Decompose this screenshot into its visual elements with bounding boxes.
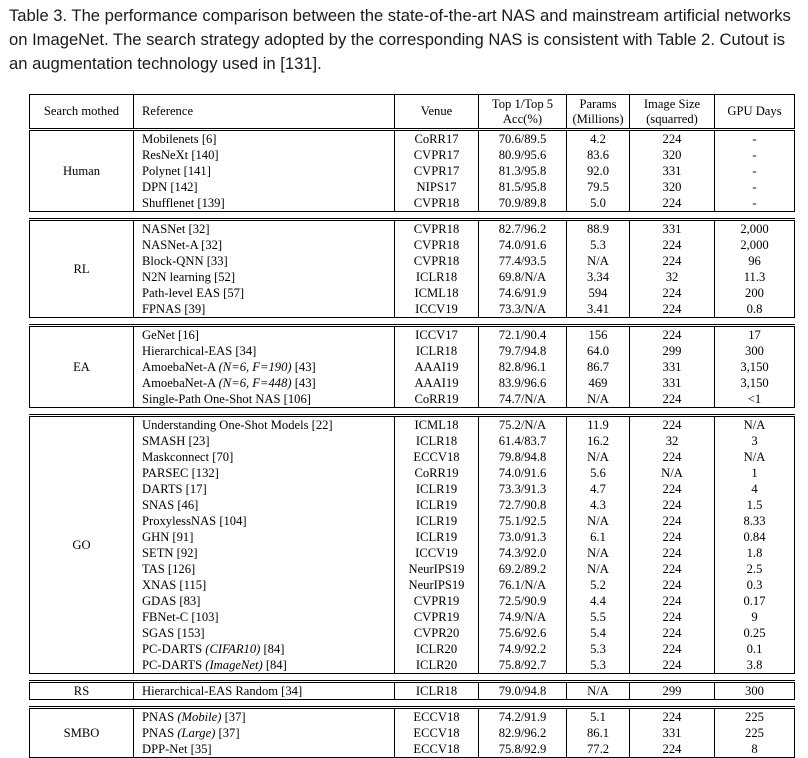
image-size-cell: 224	[662, 302, 682, 316]
venue-cell: ECCV18	[413, 742, 460, 756]
group-block-human	[29, 131, 795, 211]
gpu-days-cell: 3.8	[746, 658, 763, 672]
reference-cell: ResNeXt [140]	[142, 148, 219, 162]
venue-cell: CVPR18	[413, 254, 460, 268]
gpu-days-cell: 2,000	[740, 238, 769, 252]
venue-cell: CVPR18	[413, 196, 460, 210]
search-method-label: RL	[30, 221, 134, 317]
accuracy-cell: 72.1/90.4	[498, 328, 547, 342]
image-size-cell: 224	[662, 514, 682, 528]
gpu-days-cell: 0.17	[743, 594, 766, 608]
reference-cell: Maskconnect [70]	[142, 450, 234, 464]
params-cell: N/A	[587, 254, 609, 268]
venue-cell: ICLR20	[415, 658, 458, 672]
reference-cell: Mobilenets [6]	[142, 132, 217, 146]
venue-cell: NeurIPS19	[408, 578, 465, 592]
gpu-days-cell: -	[752, 132, 757, 146]
reference-cell: XNAS [115]	[142, 578, 207, 592]
venue-cell: ICLR19	[415, 514, 458, 528]
image-size-cell: 224	[662, 562, 682, 576]
reference-cell: SGAS [153]	[142, 626, 205, 640]
params-cell: 4.3	[590, 498, 606, 512]
venue-cell: ECCV18	[413, 450, 460, 464]
venue-cell: ICLR18	[415, 270, 458, 284]
reference-cell: NASNet [32]	[142, 222, 210, 236]
accuracy-cell: 70.6/89.5	[498, 132, 547, 146]
params-cell: 88.9	[586, 222, 610, 236]
reference-cell: GeNet [16]	[142, 328, 199, 342]
params-cell: 83.6	[586, 148, 610, 162]
accuracy-cell: 81.5/95.8	[498, 180, 547, 194]
image-size-cell: 224	[662, 196, 682, 210]
reference-cell: PNAS (Large) [37]	[142, 726, 240, 740]
accuracy-cell: 72.5/90.9	[498, 594, 547, 608]
params-cell: N/A	[587, 392, 609, 406]
params-cell: 5.3	[590, 642, 606, 656]
params-cell: 5.3	[590, 238, 606, 252]
group-block-ea	[29, 327, 795, 407]
gpu-days-cell: 2.5	[746, 562, 763, 576]
venue-cell: ICLR19	[415, 530, 458, 544]
search-method-label: EA	[30, 327, 134, 407]
reference-cell: SMASH [23]	[142, 434, 210, 448]
params-cell: 5.0	[590, 196, 606, 210]
reference-cell: N2N learning [52]	[142, 270, 236, 284]
accuracy-cell: 69.8/N/A	[498, 270, 547, 284]
params-cell: 64.0	[586, 344, 610, 358]
venue-cell: ICLR20	[415, 642, 458, 656]
accuracy-cell: 73.3/91.3	[498, 482, 547, 496]
venue-cell: ICLR19	[415, 482, 458, 496]
gpu-days-cell: -	[752, 196, 757, 210]
image-size-cell: 320	[662, 180, 682, 194]
venue-cell: ICLR18	[415, 684, 458, 698]
params-cell: 5.3	[590, 658, 606, 672]
reference-cell: ProxylessNAS [104]	[142, 514, 247, 528]
params-cell: 5.1	[590, 710, 606, 724]
venue-cell: CVPR18	[413, 222, 460, 236]
image-size-cell: 224	[662, 286, 682, 300]
reference-cell: TAS [126]	[142, 562, 196, 576]
accuracy-cell: 74.0/91.6	[498, 238, 547, 252]
header-image-size: Image Size (squarred)	[630, 95, 715, 128]
gpu-days-cell: 0.25	[743, 626, 766, 640]
venue-cell: CVPR20	[413, 626, 460, 640]
gpu-days-cell: 0.84	[743, 530, 766, 544]
venue-cell: ICCV17	[415, 328, 458, 342]
accuracy-cell: 75.6/92.6	[498, 626, 547, 640]
params-cell: 3.34	[586, 270, 610, 284]
venue-cell: NIPS17	[416, 180, 457, 194]
venue-cell: NeurIPS19	[408, 562, 465, 576]
accuracy-cell: 69.2/89.2	[498, 562, 547, 576]
reference-cell: GDAS [83]	[142, 594, 201, 608]
params-cell: 594	[588, 286, 608, 300]
reference-cell: DARTS [17]	[142, 482, 207, 496]
accuracy-cell: 70.9/89.8	[498, 196, 547, 210]
group-block-go	[29, 417, 795, 673]
image-size-cell: 224	[662, 392, 682, 406]
accuracy-cell: 79.7/94.8	[498, 344, 547, 358]
venue-cell: CoRR19	[414, 392, 459, 406]
reference-cell: DPN [142]	[142, 180, 198, 194]
image-size-cell: 224	[662, 626, 682, 640]
params-cell: N/A	[587, 450, 609, 464]
venue-cell: ICML18	[414, 418, 459, 432]
venue-cell: AAAI19	[414, 376, 459, 390]
gpu-days-cell: 1	[751, 466, 758, 480]
image-size-cell: 331	[662, 360, 682, 374]
group-block-rs	[29, 683, 795, 699]
reference-cell: Polynet [141]	[142, 164, 211, 178]
gpu-days-cell: -	[752, 148, 757, 162]
image-size-cell: 224	[662, 418, 682, 432]
reference-cell: Path-level EAS [57]	[142, 286, 245, 300]
accuracy-cell: 83.9/96.6	[498, 376, 547, 390]
gpu-days-cell: 3,150	[740, 376, 769, 390]
params-cell: N/A	[587, 684, 609, 698]
accuracy-cell: 81.3/95.8	[498, 164, 547, 178]
image-size-cell: 224	[662, 578, 682, 592]
image-size-cell: 224	[662, 742, 682, 756]
params-cell: 5.5	[590, 610, 606, 624]
image-size-cell: 331	[662, 376, 682, 390]
accuracy-cell: 74.3/92.0	[498, 546, 547, 560]
image-size-cell: 224	[662, 132, 682, 146]
accuracy-cell: 79.0/94.8	[498, 684, 547, 698]
accuracy-cell: 79.8/94.8	[498, 450, 547, 464]
reference-cell: GHN [91]	[142, 530, 194, 544]
search-method-label: GO	[30, 417, 134, 673]
params-cell: 156	[588, 328, 608, 342]
reference-cell: PARSEC [132]	[142, 466, 219, 480]
gpu-days-cell: -	[752, 180, 757, 194]
accuracy-cell: 74.2/91.9	[498, 710, 547, 724]
image-size-cell: 331	[662, 222, 682, 236]
accuracy-cell: 74.7/N/A	[498, 392, 547, 406]
gpu-days-cell: 1.8	[746, 546, 763, 560]
comparison-table	[29, 94, 795, 758]
reference-cell: DPP-Net [35]	[142, 742, 212, 756]
image-size-cell: 224	[662, 328, 682, 342]
search-method-label: RS	[30, 683, 134, 699]
params-cell: 4.4	[590, 594, 606, 608]
image-size-cell: 331	[662, 726, 682, 740]
gpu-days-cell: 225	[745, 726, 764, 740]
venue-cell: ECCV18	[413, 710, 460, 724]
venue-cell: CVPR18	[413, 238, 460, 252]
reference-cell: Understanding One-Shot Models [22]	[142, 418, 333, 432]
venue-cell: ICLR19	[415, 498, 458, 512]
venue-cell: CoRR17	[414, 132, 459, 146]
image-size-cell: 32	[665, 270, 679, 284]
header-accuracy: Top 1/Top 5 Acc(%)	[479, 95, 567, 128]
image-size-cell: 299	[662, 344, 682, 358]
accuracy-cell: 75.8/92.7	[498, 658, 547, 672]
gpu-days-cell: 300	[745, 344, 764, 358]
accuracy-cell: 74.0/91.6	[498, 466, 547, 480]
reference-cell: Shufflenet [139]	[142, 196, 225, 210]
gpu-days-cell: 17	[748, 328, 761, 342]
venue-cell: CVPR19	[413, 610, 460, 624]
venue-cell: ICCV19	[415, 302, 458, 316]
gpu-days-cell: 96	[748, 254, 761, 268]
reference-cell: Hierarchical-EAS Random [34]	[142, 684, 303, 698]
params-cell: 3.41	[586, 302, 610, 316]
image-size-cell: 224	[662, 642, 682, 656]
gpu-days-cell: 1.5	[746, 498, 763, 512]
image-size-cell: 224	[662, 498, 682, 512]
gpu-days-cell: 8.33	[743, 514, 766, 528]
accuracy-cell: 77.4/93.5	[498, 254, 547, 268]
params-cell: N/A	[587, 546, 609, 560]
params-cell: 4.7	[590, 482, 606, 496]
accuracy-cell: 82.9/96.2	[498, 726, 547, 740]
venue-cell: ICCV19	[415, 546, 458, 560]
table-header	[29, 95, 795, 128]
header-params: Params (Millions)	[567, 95, 630, 128]
reference-cell: AmoebaNet-A (N=6, F=448) [43]	[142, 376, 316, 390]
params-cell: 5.2	[590, 578, 606, 592]
reference-cell: AmoebaNet-A (N=6, F=190) [43]	[142, 360, 316, 374]
reference-cell: FPNAS [39]	[142, 302, 206, 316]
params-cell: N/A	[587, 562, 609, 576]
reference-cell: PC-DARTS (ImageNet) [84]	[142, 658, 287, 672]
params-cell: 11.9	[587, 418, 609, 432]
venue-cell: CVPR17	[413, 148, 460, 162]
reference-cell: Block-QNN [33]	[142, 254, 228, 268]
params-cell: 79.5	[586, 180, 610, 194]
accuracy-cell: 72.7/90.8	[498, 498, 547, 512]
reference-cell: NASNet-A [32]	[142, 238, 223, 252]
accuracy-cell: 75.1/92.5	[498, 514, 547, 528]
gpu-days-cell: <1	[747, 392, 762, 406]
image-size-cell: 224	[662, 238, 682, 252]
params-cell: 86.1	[586, 726, 610, 740]
venue-cell: ICLR18	[415, 434, 458, 448]
params-cell: 469	[588, 376, 608, 390]
image-size-cell: 32	[665, 434, 679, 448]
image-size-cell: 224	[662, 610, 682, 624]
params-cell: 4.2	[590, 132, 606, 146]
params-cell: 86.7	[586, 360, 610, 374]
header-gpu-days: GPU Days	[727, 104, 782, 118]
accuracy-cell: 82.8/96.1	[498, 360, 547, 374]
params-cell: N/A	[587, 514, 609, 528]
venue-cell: CVPR17	[413, 164, 460, 178]
image-size-cell: 299	[662, 684, 682, 698]
gpu-days-cell: 3,150	[740, 360, 769, 374]
reference-cell: SNAS [46]	[142, 498, 199, 512]
params-cell: 92.0	[586, 164, 610, 178]
reference-cell: Hierarchical-EAS [34]	[142, 344, 257, 358]
accuracy-cell: 74.9/N/A	[498, 610, 547, 624]
image-size-cell: 224	[662, 658, 682, 672]
gpu-days-cell: 0.3	[746, 578, 763, 592]
image-size-cell: 224	[662, 254, 682, 268]
accuracy-cell: 75.2/N/A	[498, 418, 547, 432]
accuracy-cell: 73.0/91.3	[498, 530, 547, 544]
params-cell: 5.4	[590, 626, 606, 640]
accuracy-cell: 82.7/96.2	[498, 222, 547, 236]
header-reference: Reference	[134, 95, 395, 128]
gpu-days-cell: 300	[745, 684, 764, 698]
gpu-days-cell: 0.1	[746, 642, 763, 656]
image-size-cell: 320	[662, 148, 682, 162]
gpu-days-cell: 11.3	[743, 270, 766, 284]
params-cell: 77.2	[586, 742, 610, 756]
gpu-days-cell: 3	[751, 434, 758, 448]
accuracy-cell: 75.8/92.9	[498, 742, 547, 756]
accuracy-cell: 76.1/N/A	[498, 578, 547, 592]
venue-cell: ICLR18	[415, 344, 458, 358]
image-size-cell: 224	[662, 482, 682, 496]
reference-cell: FBNet-C [103]	[142, 610, 219, 624]
search-method-label: SMBO	[30, 709, 134, 757]
gpu-days-cell: 0.8	[746, 302, 763, 316]
gpu-days-cell: 225	[745, 710, 764, 724]
gpu-days-cell: 2,000	[740, 222, 769, 236]
accuracy-cell: 74.9/92.2	[498, 642, 547, 656]
gpu-days-cell: 8	[751, 742, 758, 756]
gpu-days-cell: -	[752, 164, 757, 178]
accuracy-cell: 74.6/91.9	[498, 286, 547, 300]
accuracy-cell: 73.3/N/A	[498, 302, 547, 316]
reference-cell: Single-Path One-Shot NAS [106]	[142, 392, 311, 406]
venue-cell: CoRR19	[414, 466, 459, 480]
search-method-label: Human	[30, 131, 134, 211]
image-size-cell: N/A	[661, 466, 683, 480]
gpu-days-cell: 200	[745, 286, 764, 300]
accuracy-cell: 61.4/83.7	[498, 434, 547, 448]
image-size-cell: 224	[662, 710, 682, 724]
gpu-days-cell: N/A	[743, 450, 766, 464]
params-cell: 6.1	[590, 530, 606, 544]
params-cell: 16.2	[586, 434, 610, 448]
header-venue: Venue	[395, 95, 479, 128]
image-size-cell: 224	[662, 450, 682, 464]
image-size-cell: 224	[662, 594, 682, 608]
params-cell: 5.6	[590, 466, 606, 480]
table-caption: Table 3. The performance comparison between the state-of-the-art NAS and mainstream artificial networks on ImageNet. The search strategy adopted by the corresponding NAS is consistent with Table 2. Cutout is an augmentation technology used in [131].	[9, 6, 791, 73]
image-size-cell: 224	[662, 546, 682, 560]
venue-cell: CVPR19	[413, 594, 460, 608]
venue-cell: ECCV18	[413, 726, 460, 740]
gpu-days-cell: 4	[751, 482, 758, 496]
reference-cell: PC-DARTS (CIFAR10) [84]	[142, 642, 285, 656]
reference-cell: SETN [92]	[142, 546, 198, 560]
accuracy-cell: 80.9/95.6	[498, 148, 547, 162]
reference-cell: PNAS (Mobile) [37]	[142, 710, 246, 724]
venue-cell: AAAI19	[414, 360, 459, 374]
image-size-cell: 224	[662, 530, 682, 544]
header-method: Search mothed	[30, 95, 134, 128]
image-size-cell: 331	[662, 164, 682, 178]
venue-cell: ICML18	[414, 286, 459, 300]
gpu-days-cell: 9	[751, 610, 758, 624]
group-block-rl	[29, 221, 795, 317]
gpu-days-cell: N/A	[743, 418, 766, 432]
